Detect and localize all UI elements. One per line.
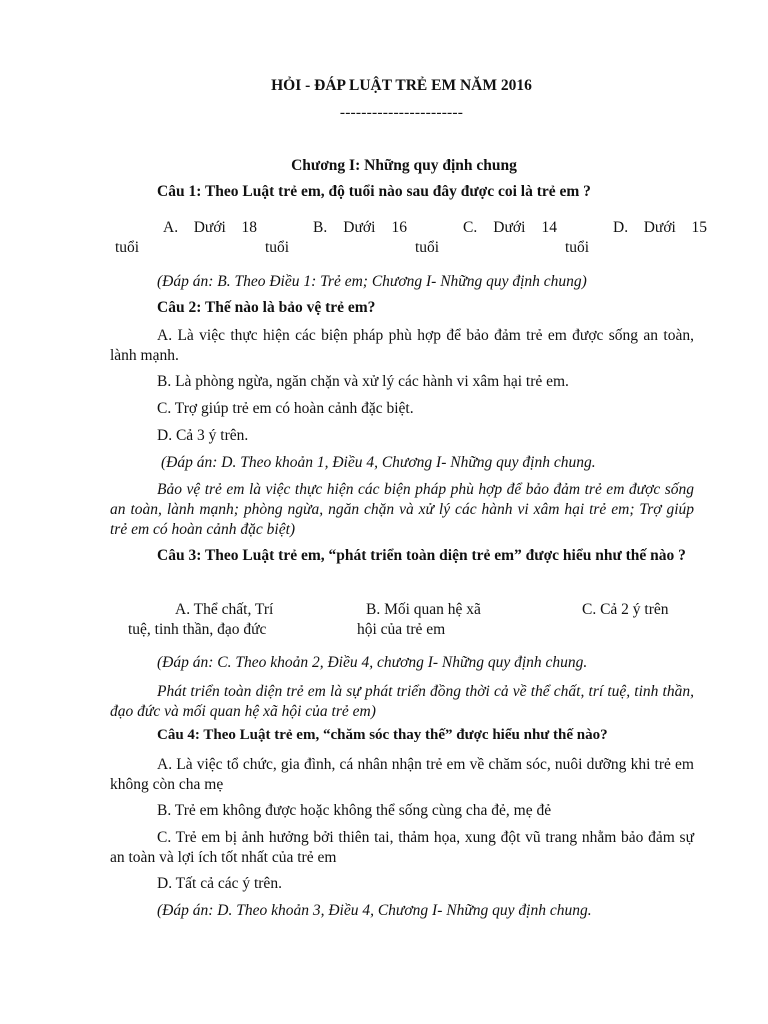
q1-option-a bbox=[115, 218, 257, 258]
q3-option-a-line1: A. Thể chất, Trí bbox=[175, 601, 274, 618]
q1-answer: (Đáp án: B. Theo Điều 1: Trẻ em; Chương I- Những quy định chung) bbox=[157, 273, 587, 290]
q1-option-c-word: Dưới bbox=[493, 219, 526, 236]
q3-option-c-line1: C. Cả 2 ý trên bbox=[582, 601, 669, 618]
q3-option-a-line2: tuệ, tinh thần, đạo đức bbox=[128, 621, 267, 638]
q1-option-a-unit: tuổi bbox=[115, 239, 140, 256]
q1-option-c-unit: tuổi bbox=[415, 239, 440, 256]
q1-option-c-num: 14 bbox=[541, 219, 557, 236]
q4-option-b: B. Trẻ em không được hoặc không thể sống cùng cha đẻ, mẹ đẻ bbox=[157, 802, 552, 819]
q3-option-b-line1: B. Mối quan hệ xã bbox=[366, 601, 481, 618]
document-title: HỎI - ĐÁP LUẬT TRẺ EM NĂM 2016 bbox=[271, 77, 532, 94]
q3-option-c bbox=[582, 600, 712, 620]
chapter-heading: Chương I: Những quy định chung bbox=[291, 157, 517, 174]
q4-option-a: A. Là việc tổ chức, gia đình, cá nhân nhận trẻ em về chăm sóc, nuôi dưỡng khi trẻ em không còn cha mẹ bbox=[110, 756, 694, 793]
q1-option-a-letter: A. bbox=[163, 219, 179, 236]
q1-option-b bbox=[265, 218, 407, 258]
q1-option-a-word: Dưới bbox=[193, 219, 226, 236]
q1-option-c-letter: C. bbox=[463, 219, 478, 236]
q4-option-c: C. Trẻ em bị ảnh hưởng bởi thiên tai, thảm họa, xung đột vũ trang nhằm bảo đảm sự an toàn và lợi ích tốt nhất của trẻ em bbox=[110, 829, 694, 866]
q1-option-a-num: 18 bbox=[241, 219, 257, 236]
q2-option-c: C. Trợ giúp trẻ em có hoàn cảnh đặc biệt. bbox=[157, 400, 414, 417]
q1-option-d-unit: tuổi bbox=[565, 239, 590, 256]
q1-option-d bbox=[565, 218, 707, 258]
question-2: Câu 2: Thế nào là bảo vệ trẻ em? bbox=[157, 299, 376, 316]
q1-option-b-letter: B. bbox=[313, 219, 328, 236]
q3-option-b-line2: hội của trẻ em bbox=[357, 621, 446, 638]
q1-option-d-num: 15 bbox=[691, 219, 707, 236]
q3-answer: (Đáp án: C. Theo khoản 2, Điều 4, chương I- Những quy định chung. bbox=[157, 654, 588, 671]
q1-option-c bbox=[415, 218, 557, 258]
q2-option-d: D. Cả 3 ý trên. bbox=[157, 427, 249, 444]
q3-option-b bbox=[357, 600, 557, 640]
q1-option-b-num: 16 bbox=[391, 219, 407, 236]
q1-option-b-word: Dưới bbox=[343, 219, 376, 236]
q1-option-d-letter: D. bbox=[613, 219, 629, 236]
q4-option-d: D. Tất cả các ý trên. bbox=[157, 875, 282, 892]
q2-answer: (Đáp án: D. Theo khoản 1, Điều 4, Chương I- Những quy định chung. bbox=[161, 454, 596, 471]
question-1: Câu 1: Theo Luật trẻ em, độ tuổi nào sau đây được coi là trẻ em ? bbox=[157, 183, 591, 200]
question-3: Câu 3: Theo Luật trẻ em, “phát triển toàn diện trẻ em” được hiểu như thế nào ? bbox=[157, 547, 686, 564]
title-separator: ----------------------- bbox=[339, 104, 464, 121]
q2-option-a: A. Là việc thực hiện các biện pháp phù hợp để bảo đảm trẻ em được sống an toàn, lành mạnh. bbox=[110, 327, 694, 364]
q1-option-d-word: Dưới bbox=[643, 219, 676, 236]
q3-option-a bbox=[128, 600, 328, 640]
question-4: Câu 4: Theo Luật trẻ em, “chăm sóc thay thế” được hiểu như thế nào? bbox=[157, 727, 608, 743]
q4-answer: (Đáp án: D. Theo khoản 3, Điều 4, Chương I- Những quy định chung. bbox=[157, 902, 592, 919]
q2-option-b: B. Là phòng ngừa, ngăn chặn và xử lý các hành vi xâm hại trẻ em. bbox=[157, 373, 569, 390]
q3-explanation: Phát triển toàn diện trẻ em là sự phát triển đồng thời cả về thể chất, trí tuệ, tinh thần, đạo đức và mối quan hệ xã hội của trẻ em) bbox=[110, 683, 694, 720]
q2-explanation: Bảo vệ trẻ em là việc thực hiện các biện pháp phù hợp để bảo đảm trẻ em được sống an toàn, lành mạnh; phòng ngừa, ngăn chặn và xử lý các hành vi xâm hại trẻ em; Trợ giúp trẻ em có hoàn cảnh đặc biệt) bbox=[110, 481, 694, 538]
q1-option-b-unit: tuổi bbox=[265, 239, 290, 256]
